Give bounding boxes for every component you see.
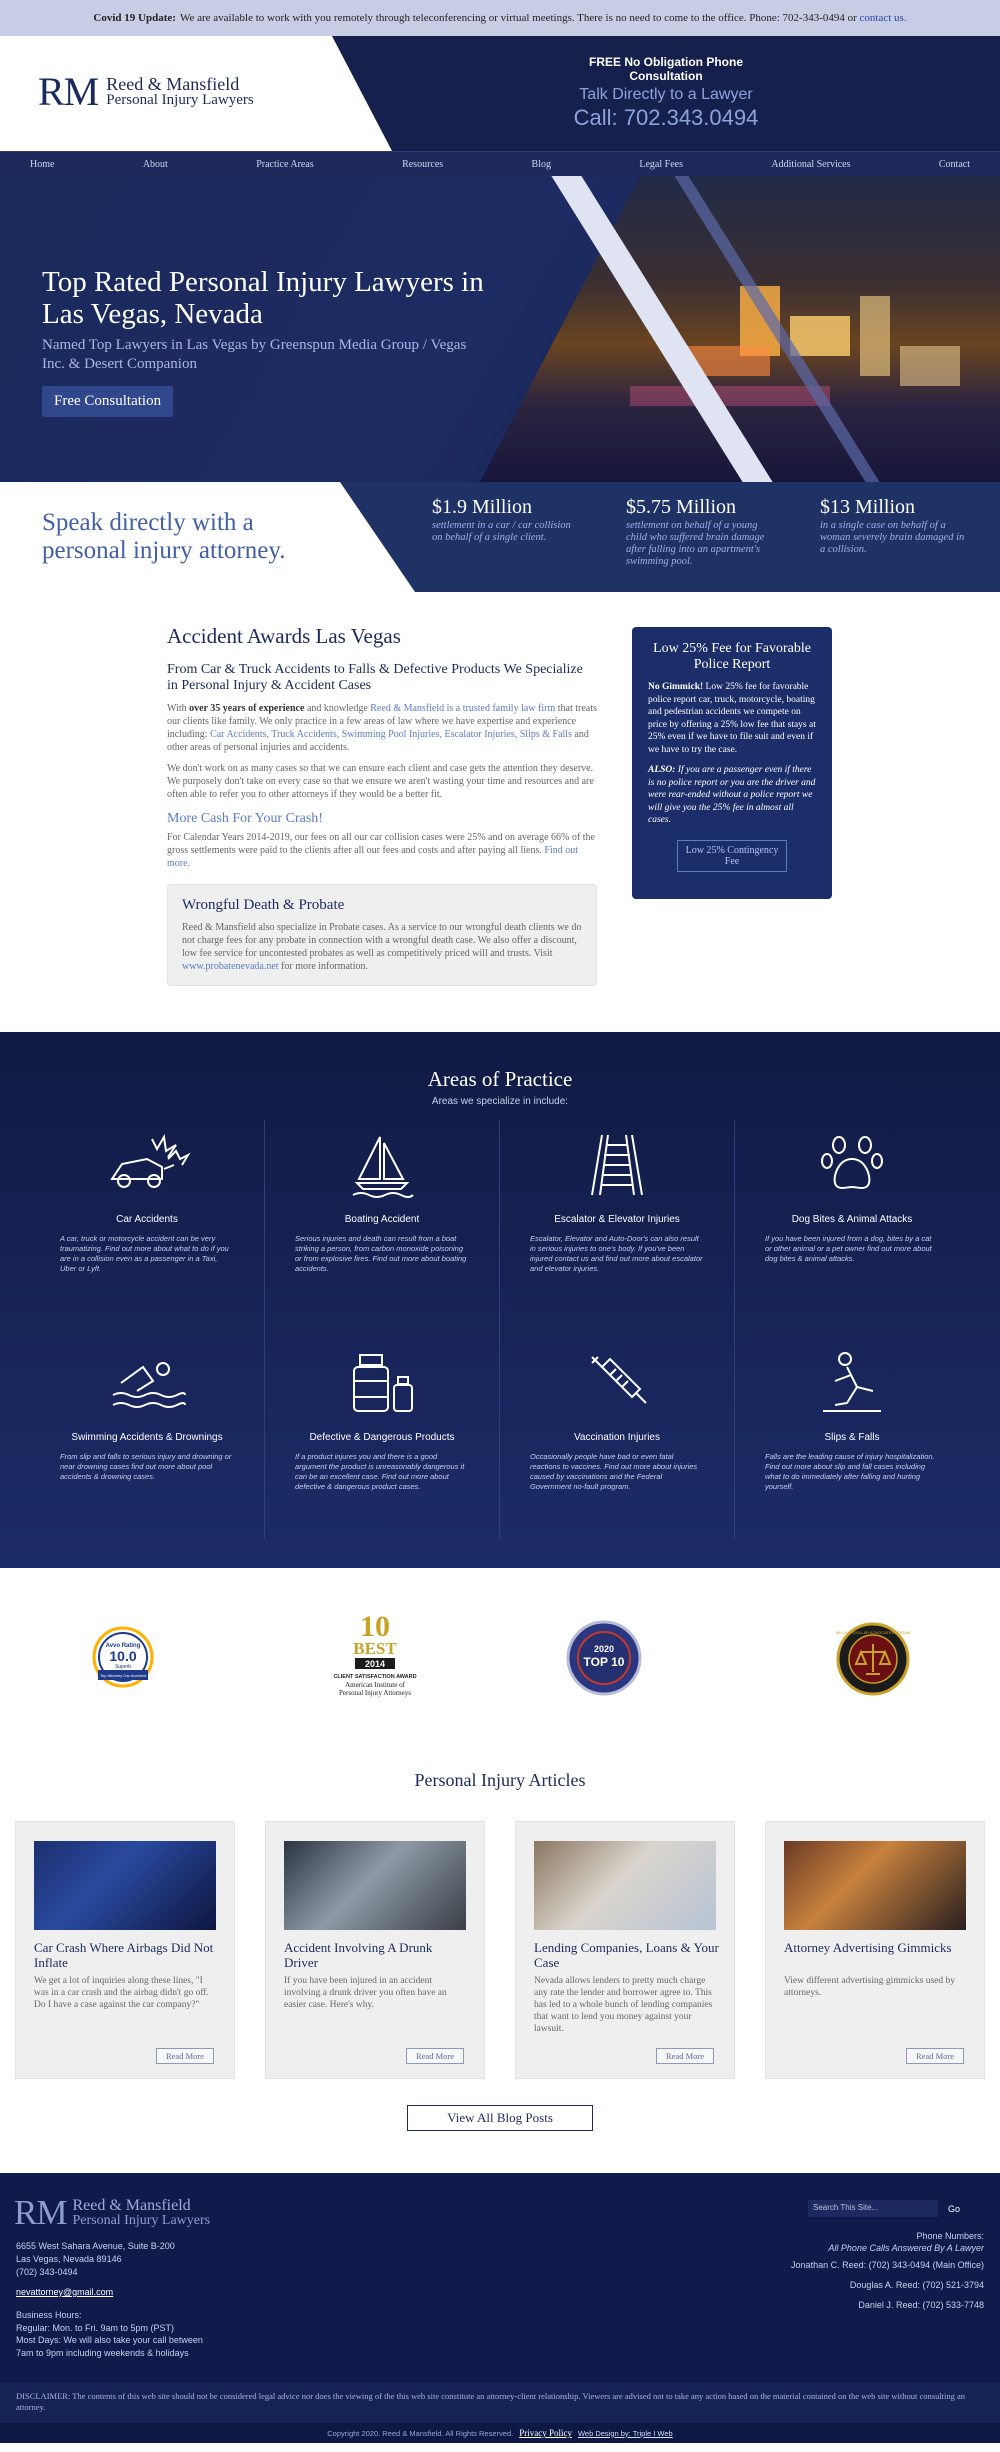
site-search — [808, 2200, 960, 2217]
practice-name: Dog Bites & Animal Attacks — [791, 1214, 913, 1225]
slip-fall-icon — [735, 1342, 969, 1422]
award-description: settlement on behalf of a young child who suffered brain damage after falling into an apartment's swimming pool. — [626, 520, 765, 567]
practice-item-dog-bites[interactable] — [735, 1124, 969, 1329]
svg-text:Avvo Rating: Avvo Rating — [105, 1643, 141, 1649]
practice-item-vaccination[interactable] — [500, 1342, 734, 1547]
footer-logo[interactable] — [14, 2193, 210, 2233]
award-amount: $13 Million — [820, 496, 916, 518]
article-title[interactable]: Lending Companies, Loans & Your Case — [534, 1940, 719, 1970]
nav-contact[interactable]: Contact — [938, 158, 970, 170]
nav-home[interactable]: Home — [30, 158, 55, 170]
svg-text:TOP 10: TOP 10 — [583, 1655, 625, 1669]
nav-blog[interactable]: Blog — [531, 158, 551, 170]
practice-subtitle: Areas we specialize in include: — [431, 1096, 569, 1107]
practice-item-slips-falls[interactable] — [735, 1342, 969, 1547]
syringe-icon — [500, 1342, 734, 1422]
copyright-bar — [0, 2423, 1000, 2443]
view-all-blog-posts-button[interactable]: View All Blog Posts — [407, 2105, 593, 2131]
practice-desc: A car, truck or motorcycle accident can be very traumatizing. Find out more about what to do if you are in a collision even as a passenger in a Taxi, Uber or Lyft. — [60, 1234, 229, 1273]
practice-links[interactable]: Car Accidents, Truck Accidents, Swimming Pool Injuries, Escalator Injuries, Slips & Falls — [210, 729, 572, 740]
practice-name: Car Accidents — [116, 1214, 178, 1225]
article-excerpt: If you have been injured in an accident involving a drunk driver you often have an easier case. Here's why. — [284, 1976, 447, 2010]
practice-desc: From slip and falls to serious injury and drowning or near drowning cases find out more about pool accidents & drowning cases. — [60, 1452, 232, 1481]
article-excerpt: Nevada allows lenders to pretty much charge any rate the lender and borrower agree to. This has led to a whole bunch of lending companies that want to lend you money against your lawsuit. — [534, 1976, 713, 2034]
article-title[interactable]: Car Crash Where Airbags Did Not Inflate — [34, 1940, 214, 1970]
footer-phone-numbers: Phone Numbers: All Phone Calls Answered By A Lawyer Jonathan C. Reed: (702) 343-0494 (Main Office) Douglas A. Reed: (702) 521-3794 Daniel J. Reed: (702) 533-7748 — [791, 2231, 984, 2310]
award-item — [820, 496, 970, 556]
logo-letters: RM — [38, 69, 99, 114]
attention-paragraph: We don't work on as many cases so that we can ensure each client and case gets the attention they deserve. We purposely don't take on every case so that we ensure we aren't wasting your time and resources and are often able to refer you to other attorneys if they would be a better fit. — [167, 763, 594, 800]
practice-desc: Escalator, Elevator and Auto-Door's can also result in serious injuries to one's body. If you've been injured contact us and find out more about escalator and elevator injuries. — [530, 1234, 703, 1273]
contingency-fee-button[interactable]: Low 25% Contingency Fee — [677, 840, 787, 872]
wrongful-death-text: Reed & Mansfield also specialize in Probate cases. As a service to our wrongful death clients we do not charge fees for any probate in connection with a wrongful death case. We also offer a discount, low fee service for uncontested probates as well as competitively priced will and trusts. Visit www.probatenevada.net for more information. — [182, 922, 582, 972]
find-out-more-link[interactable]: Find out more. — [167, 845, 579, 869]
award-description: settlement in a car / car collision on behalf of a single client. — [432, 520, 571, 543]
site-footer — [0, 2173, 1000, 2423]
search-input[interactable]: Search This Site... — [808, 2200, 938, 2217]
site-header — [0, 36, 1000, 151]
avvo-rating-badge — [92, 1626, 154, 1693]
awards-tagline: Speak directly with a personal injury attorney. — [42, 509, 286, 564]
escalator-icon — [500, 1124, 734, 1204]
phone-douglas[interactable]: Douglas A. Reed: (702) 521-3794 — [849, 2280, 984, 2290]
logo-tagline: Personal Injury Lawyers — [106, 91, 254, 108]
areas-of-practice — [0, 1032, 1000, 1568]
practice-name: Slips & Falls — [824, 1432, 880, 1443]
swimmer-icon — [30, 1342, 264, 1422]
svg-text:Superb: Superb — [114, 1664, 132, 1670]
practice-desc: Falls are the leading cause of injury hospitalization. Find out more about slip and fall cases including what to do immediately after falling and hurting yourself. — [765, 1452, 935, 1491]
million-dollar-advocates-badge — [836, 1622, 910, 1701]
article-card[interactable] — [765, 1821, 985, 2079]
loan-calculator-photo — [534, 1841, 716, 1930]
bottles-icon — [265, 1342, 499, 1422]
svg-text:CLIENT SATISFACTION AWARD: CLIENT SATISFACTION AWARD — [333, 1674, 417, 1680]
svg-text:10: 10 — [360, 1610, 390, 1643]
read-more-button[interactable]: Read More — [656, 2048, 714, 2064]
award-amount: $1.9 Million — [432, 496, 533, 518]
article-card[interactable] — [15, 1821, 235, 2079]
phone-daniel[interactable]: Daniel J. Reed: (702) 533-7748 — [858, 2300, 984, 2310]
trusted-firm-link[interactable]: Reed & Mansfield is a trusted family law firm — [370, 703, 556, 714]
articles-title: Personal Injury Articles — [414, 1770, 586, 1790]
paw-icon — [735, 1124, 969, 1204]
aiopia-10-best-badge — [325, 1608, 425, 1713]
privacy-policy-link[interactable]: Privacy Policy — [519, 2428, 572, 2438]
practice-title: Areas of Practice — [427, 1067, 573, 1091]
top-10-badge — [566, 1620, 642, 1701]
read-more-button[interactable]: Read More — [406, 2048, 464, 2064]
phone-consultation-box — [566, 55, 766, 131]
car-crash-icon — [30, 1124, 264, 1204]
award-description: in a single case on behalf of a woman severely brain damaged in a collision. — [820, 520, 965, 555]
award-amount: $5.75 Million — [626, 496, 737, 518]
search-go-button[interactable]: Go — [947, 2203, 960, 2214]
practice-item-boating[interactable] — [265, 1124, 499, 1329]
personal-injury-articles — [0, 1748, 1000, 2173]
nav-additional-services[interactable]: Additional Services — [771, 158, 851, 170]
car-crash-photo — [34, 1841, 216, 1930]
practice-name: Escalator & Elevator Injuries — [554, 1214, 680, 1225]
svg-text:2014: 2014 — [364, 1659, 386, 1669]
nav-legal-fees[interactable]: Legal Fees — [639, 158, 683, 170]
logo-name: Reed & Mansfield — [106, 73, 240, 94]
awards-strip — [0, 482, 1000, 592]
practice-name: Swimming Accidents & Drownings — [71, 1432, 223, 1443]
svg-text:American Institute of: American Institute of — [345, 1681, 405, 1689]
main-nav — [0, 151, 1000, 176]
free-consult-text: FREE No Obligation Phone Consultation — [589, 55, 743, 83]
section-title: Accident Awards Las Vegas — [167, 624, 401, 648]
practice-desc: If you have been injured from a dog, bites by a cat or other animal or a pet owner find out more about dog bites & animal attacks. — [765, 1234, 932, 1263]
nav-practice-areas[interactable]: Practice Areas — [256, 158, 314, 170]
wrongful-death-box — [167, 884, 597, 986]
award-item — [432, 496, 582, 544]
article-card[interactable] — [515, 1821, 735, 2079]
copyright-text: Copyright 2020. Reed & Mansfield. All Rights Reserved. — [327, 2428, 514, 2438]
site-logo[interactable] — [38, 68, 254, 115]
svg-text:2020: 2020 — [593, 1644, 615, 1654]
section-subtitle: From Car & Truck Accidents to Falls & Defective Products We Specialize in Personal Injury & Accident Cases — [167, 662, 583, 693]
free-consultation-button[interactable]: Free Consultation — [42, 386, 173, 417]
header-phone-link[interactable]: Call: 702.343.0494 — [573, 105, 759, 130]
accident-awards-section — [167, 624, 597, 986]
nav-resources[interactable]: Resources — [402, 158, 444, 170]
more-cash-heading: More Cash For Your Crash! — [167, 811, 323, 826]
footer-logo-letters: RM — [14, 2193, 67, 2232]
svg-text:Top Attorney Car Accident: Top Attorney Car Accident — [99, 1673, 147, 1678]
read-more-button[interactable]: Read More — [906, 2048, 964, 2064]
footer-email-link[interactable]: nevattorney@gmail.com — [16, 2287, 114, 2297]
article-title[interactable]: Attorney Advertising Gimmicks — [784, 1940, 952, 1955]
talk-lawyer-text: Talk Directly to a Lawyer — [579, 86, 753, 103]
article-card[interactable] — [265, 1821, 485, 2079]
city-street-photo — [784, 1841, 966, 1930]
awards-badges — [0, 1568, 1000, 1748]
disclaimer: DISCLAIMER: The contents of this web site should not be considered legal advice nor does the viewing of the this web site constitute an attorney-client relationship. Viewers are advised not to take any action based on the material contained on the web site without consulting an attorney. — [0, 2383, 1000, 2423]
practice-desc: Occasionally people have bad or even fatal reactions to vaccines. Find out more about injuries caused by vaccinations and the Federal Government no-fault program. — [530, 1452, 698, 1491]
wrongful-death-title: Wrongful Death & Probate — [182, 897, 345, 913]
hero-title: Top Rated Personal Injury Lawyers in Las Vegas, Nevada — [42, 266, 484, 330]
web-design-link[interactable]: Web Design by: Triple I Web — [577, 2428, 673, 2438]
business-hours: Business Hours: Regular: Mon. to Fri. 9am to 5pm (PST) Most Days: We will also take your call between 7am to 9pm including weekends & holidays — [16, 2310, 203, 2358]
article-excerpt: We get a lot of inquiries along these lines, "I was in a car crash and the airbag didn't go off. Do I have a case against the car company?" — [34, 1976, 209, 2010]
fee-paragraph: No Gimmick! Low 25% fee for favorable police report car, truck, motorcycle, boating and pedestrian accidents we compete on price by offering a 25% low fee that stays at 25% even if we have to file suit and even if we have to try the case. — [648, 682, 816, 755]
wrecked-car-photo — [284, 1841, 466, 1930]
covid-update-bar — [0, 0, 1000, 36]
award-item — [626, 496, 776, 568]
svg-text:BEST: BEST — [353, 1639, 397, 1658]
practice-name: Vaccination Injuries — [574, 1432, 660, 1443]
read-more-button[interactable]: Read More — [156, 2048, 214, 2064]
practice-name: Boating Accident — [344, 1214, 420, 1225]
nav-about[interactable]: About — [142, 158, 168, 170]
article-title[interactable]: Accident Involving A Drunk Driver — [284, 1940, 433, 1970]
probate-link[interactable]: www.probatenevada.net — [182, 961, 279, 972]
article-excerpt: View different advertising gimmicks used by attorneys. — [784, 1976, 956, 1998]
practice-desc: If a product injures you and there is a good argument the product is unreasonably dangerous it can be an excellent case. Find out more about defective & dangerous product cases. — [295, 1452, 465, 1491]
sailboat-icon — [265, 1124, 499, 1204]
intro-paragraph: With over 35 years of experience and knowledge Reed & Mansfield is a trusted family law firm that treats our clients like family. We only practice in a few areas of law where we have expertise and experience including: Car Accidents, Truck Accidents, Swimming Pool Injuries, Escalator Injuries, Slips & Falls and other areas of personal injuries and accidents. — [167, 703, 597, 753]
low-fee-box — [632, 627, 832, 899]
practice-item-escalator[interactable] — [500, 1124, 734, 1329]
covid-text: We are available to work with you remotely through teleconferencing or virtual meetings. There is no need to come to the office. Phone: 702-343-0494 or — [179, 12, 857, 24]
hero-banner — [0, 176, 1000, 482]
svg-text:Personal Injury Attorneys: Personal Injury Attorneys — [339, 1689, 411, 1697]
main-content — [0, 592, 1000, 1032]
footer-logo-tagline: Personal Injury Lawyers — [72, 2212, 211, 2228]
svg-text:10.0: 10.0 — [109, 1648, 137, 1664]
covid-label: Covid 19 Update: — [93, 12, 176, 24]
footer-logo-name: Reed & Mansfield — [72, 2196, 191, 2214]
practice-item-swimming[interactable] — [30, 1342, 264, 1547]
practice-item-car-accidents[interactable] — [30, 1124, 264, 1329]
practice-item-defective-products[interactable] — [265, 1342, 499, 1547]
hero-subtitle: Named Top Lawyers in Las Vegas by Greenspun Media Group / Vegas Inc. & Desert Companion — [42, 337, 467, 372]
practice-desc: Serious injuries and death can result from a boat striking a person, from carbon monoxide poisoning or from explosive fires. Find out more about boating accidents. — [295, 1234, 467, 1273]
fee-title: Low 25% Fee for Favorable Police Report — [653, 641, 811, 672]
fees-paragraph: For Calendar Years 2014-2019, our fees on all our car collision cases were 25% and on average 66% of the gross settlements were paid to the clients after all our fees and costs and after paying all liens. Find out more. — [167, 832, 595, 869]
svg-text:MILLION DOLLAR ADVOCATES FORUM: MILLION DOLLAR ADVOCATES FORUM — [836, 1630, 910, 1635]
phone-jonathan[interactable]: Jonathan C. Reed: (702) 343-0494 (Main Office) — [791, 2260, 984, 2270]
fee-also-paragraph: ALSO: If you are a passenger even if there is no police report or you are the driver and were rear-ended without a police report we will give you the 25% fee in almost all cases. — [648, 765, 816, 825]
contact-us-link[interactable]: contact us. — [859, 12, 907, 24]
footer-address: 6655 West Sahara Avenue, Suite B-200 Las Vegas, Nevada 89146 (702) 343-0494 — [16, 2241, 175, 2277]
practice-name: Defective & Dangerous Products — [309, 1432, 455, 1443]
